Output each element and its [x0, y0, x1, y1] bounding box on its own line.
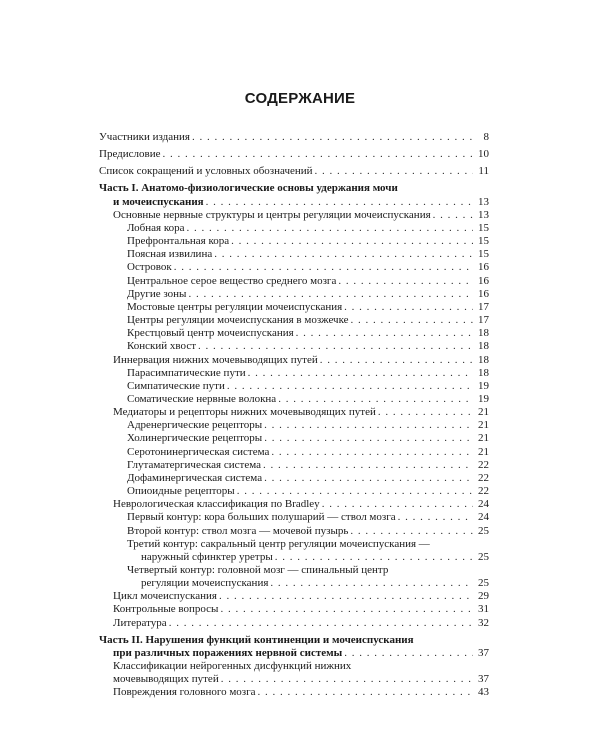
dot-leader	[258, 686, 473, 699]
toc-entry-label: Второй контур: ствол мозга — мочевой пузырь	[127, 524, 349, 537]
toc-entry-label: Опиоидные рецепторы	[127, 485, 235, 498]
toc-part-2[interactable]	[99, 634, 489, 660]
dot-leader	[351, 314, 473, 327]
toc-entry-sacral-center[interactable]	[99, 327, 489, 340]
toc-entry-label: наружный сфинктер уретры	[141, 550, 273, 563]
toc-entry-label: Основные нервные структуры и центры регуляции мочеиспускания	[113, 208, 431, 221]
table-of-contents	[99, 131, 489, 700]
toc-entry-label-line-1: Третий контур: сакральный центр регуляции мочеиспускания —	[127, 537, 430, 550]
toc-page-number: 16	[478, 261, 489, 274]
toc-page-number: 15	[478, 221, 489, 234]
toc-entry-loop-2[interactable]	[99, 525, 489, 538]
toc-page-number: 37	[478, 646, 489, 659]
toc-page-number: 29	[478, 590, 489, 603]
toc-page-number: 19	[478, 392, 489, 405]
part-title-line-2	[99, 196, 489, 209]
dot-leader	[296, 327, 473, 340]
toc-entry-structures[interactable]	[99, 209, 489, 222]
dot-leader	[270, 577, 473, 590]
toc-page-number: 32	[478, 616, 489, 629]
toc-entry-glutamatergic[interactable]	[99, 459, 489, 472]
toc-page-number: 22	[478, 458, 489, 471]
dot-leader	[169, 617, 473, 630]
toc-entry-label: при различных поражениях нервной системы	[113, 646, 343, 659]
toc-entry-frontal-cortex[interactable]	[99, 222, 489, 235]
toc-entry-label: регуляции мочеиспускания	[141, 577, 269, 590]
toc-entry-label: Холинергические рецепторы	[127, 432, 263, 445]
toc-page-number: 21	[478, 432, 489, 445]
toc-entry-loop-1[interactable]	[99, 511, 489, 524]
toc-page-number: 17	[478, 314, 489, 327]
dot-leader	[248, 367, 473, 380]
page-title: СОДЕРЖАНИЕ	[244, 90, 356, 107]
dot-leader	[271, 446, 473, 459]
part-title-line-1: Часть II. Нарушения функций континенции и мочеиспускания	[99, 633, 414, 646]
toc-page-number: 43	[478, 686, 489, 699]
toc-entry-label: Соматические нервные волокна	[127, 392, 277, 405]
dot-leader	[163, 148, 474, 161]
dot-leader	[344, 647, 473, 660]
toc-entry-label: Крестцовый центр мочеиспускания	[127, 327, 294, 340]
toc-entry-participants[interactable]	[99, 131, 489, 144]
toc-entry-prefrontal-cortex[interactable]	[99, 235, 489, 248]
toc-entry-classifications[interactable]	[99, 660, 489, 686]
toc-entry-line-2	[99, 577, 489, 590]
toc-entry-label: мочевыводящих путей	[113, 673, 219, 686]
toc-entry-serotonergic[interactable]	[99, 446, 489, 459]
toc-page-number: 17	[478, 300, 489, 313]
dot-leader	[188, 288, 473, 301]
toc-entry-label: Литература	[113, 616, 167, 629]
toc-entry-abbreviations[interactable]	[99, 165, 489, 178]
dot-leader	[206, 196, 473, 209]
toc-page-number: 18	[478, 366, 489, 379]
toc-page-number: 22	[478, 485, 489, 498]
toc-entry-label: Серотонинергическая система	[127, 445, 270, 458]
toc-entry-label: Префронтальная кора	[127, 235, 230, 248]
toc-entry-label: и мочеиспускания	[113, 195, 204, 208]
toc-entry-cingulate[interactable]	[99, 248, 489, 261]
dot-leader	[350, 525, 473, 538]
dot-leader	[221, 673, 473, 686]
toc-page-number: 13	[478, 195, 489, 208]
toc-entry-bradley[interactable]	[99, 498, 489, 511]
toc-page-number: 16	[478, 274, 489, 287]
toc-entry-label: Список сокращений и условных обозначений	[99, 165, 313, 178]
dot-leader	[378, 406, 473, 419]
dot-leader	[398, 511, 473, 524]
toc-entry-cauda-equina[interactable]	[99, 340, 489, 353]
toc-entry-label: Конский хвост	[127, 340, 197, 353]
toc-entry-label-line-1: Четвертый контур: головной мозг — спинальный центр	[127, 564, 389, 576]
toc-page-number: 11	[478, 165, 489, 178]
toc-entry-periaqueductal-gray[interactable]	[99, 275, 489, 288]
toc-entry-line-2	[99, 673, 489, 686]
toc-entry-label: Предисловие	[99, 148, 161, 161]
dot-leader	[198, 340, 473, 353]
toc-entry-label: Островок	[127, 261, 172, 274]
dot-leader	[174, 261, 473, 274]
toc-entry-cholinergic[interactable]	[99, 432, 489, 445]
toc-entry-mediators[interactable]	[99, 406, 489, 419]
toc-page-number: 15	[478, 248, 489, 261]
toc-entry-sympathetic[interactable]	[99, 380, 489, 393]
toc-page-number: 25	[478, 577, 489, 590]
toc-entry-label-line-1: Классификации нейрогенных дисфункций нижних	[113, 660, 352, 673]
dot-leader	[263, 459, 473, 472]
dot-leader	[264, 419, 473, 432]
toc-entry-label: Цикл мочеиспускания	[113, 590, 217, 603]
toc-entry-label: Иннервация нижних мочевыводящих путей	[113, 353, 318, 366]
dot-leader	[192, 131, 473, 144]
dot-leader	[264, 432, 473, 445]
dot-leader	[220, 603, 473, 616]
dot-leader	[433, 209, 473, 222]
toc-entry-insula[interactable]	[99, 261, 489, 274]
toc-entry-dopaminergic[interactable]	[99, 472, 489, 485]
toc-entry-label: Лобная кора	[127, 221, 185, 234]
dot-leader	[315, 165, 473, 178]
toc-entry-label: Дофаминергическая система	[127, 471, 263, 484]
dot-leader	[214, 248, 473, 261]
toc-entry-label: Центры регуляции мочеиспускания в мозжечке	[127, 314, 349, 327]
toc-entry-opioid[interactable]	[99, 485, 489, 498]
dot-leader	[344, 301, 473, 314]
toc-entry-brain-injury[interactable]	[99, 686, 489, 699]
toc-page-number: 10	[478, 148, 489, 161]
toc-page-number: 18	[478, 340, 489, 353]
toc-page-number: 24	[478, 498, 489, 511]
dot-leader	[219, 590, 473, 603]
toc-page-number: 21	[478, 406, 489, 419]
toc-entry-line-2	[99, 551, 489, 564]
toc-entry-label: Глутаматергическая система	[127, 458, 261, 471]
dot-leader	[320, 354, 473, 367]
toc-page-number: 18	[478, 353, 489, 366]
dot-leader	[187, 222, 473, 235]
toc-entry-label: Мостовые центры регуляции мочеиспускания	[127, 300, 343, 313]
toc-page-number: 31	[478, 603, 489, 616]
toc-entry-label: Неврологическая классификация по Bradley	[113, 498, 320, 511]
dot-leader	[237, 485, 473, 498]
toc-page-number: 8	[483, 131, 489, 143]
dot-leader	[264, 472, 473, 485]
part-title-line-1: Часть I. Анатомо-физиологические основы удержания мочи	[99, 182, 398, 195]
toc-entry-label: Другие зоны	[127, 287, 187, 300]
toc-entry-cerebellum-centers[interactable]	[99, 314, 489, 327]
toc-entry-loop-3[interactable]	[99, 538, 489, 564]
toc-entry-label: Адренергические рецепторы	[127, 419, 263, 432]
toc-page-number: 24	[478, 511, 489, 524]
toc-entry-other-zones[interactable]	[99, 288, 489, 301]
toc-entry-label: Контрольные вопросы	[113, 603, 219, 616]
dot-leader	[227, 380, 473, 393]
part-title-line-2	[99, 647, 489, 660]
toc-page-number: 21	[478, 445, 489, 458]
toc-part-1[interactable]	[99, 182, 489, 208]
toc-page-number: 16	[478, 287, 489, 300]
dot-leader	[322, 498, 473, 511]
toc-entry-parasympathetic[interactable]	[99, 367, 489, 380]
toc-entry-literature[interactable]	[99, 617, 489, 630]
dot-leader	[275, 551, 473, 564]
toc-entry-review-questions[interactable]	[99, 603, 489, 616]
toc-entry-label: Парасимпатические пути	[127, 366, 246, 379]
toc-entry-micturition-cycle[interactable]	[99, 590, 489, 603]
toc-page-number: 37	[478, 673, 489, 686]
toc-entry-adrenergic[interactable]	[99, 419, 489, 432]
toc-entry-label: Участники издания	[99, 131, 190, 143]
toc-page-number: 25	[478, 550, 489, 563]
dot-leader	[231, 235, 473, 248]
toc-page-number: 22	[478, 471, 489, 484]
toc-page-number: 13	[478, 208, 489, 221]
toc-page-number: 18	[478, 327, 489, 340]
toc-entry-label: Поясная извилина	[127, 248, 213, 261]
toc-entry-innervation[interactable]	[99, 354, 489, 367]
toc-entry-pontine-centers[interactable]	[99, 301, 489, 314]
toc-entry-label: Повреждения головного мозга	[113, 686, 256, 699]
toc-entry-label: Медиаторы и рецепторы нижних мочевыводящих путей	[113, 406, 376, 419]
toc-entry-preface[interactable]	[99, 148, 489, 161]
toc-entry-label: Центральное серое вещество среднего мозга	[127, 274, 337, 287]
toc-entry-label: Симпатические пути	[127, 379, 225, 392]
dot-leader	[278, 393, 473, 406]
toc-page-number: 21	[478, 419, 489, 432]
dot-leader	[338, 275, 473, 288]
toc-entry-somatic[interactable]	[99, 393, 489, 406]
toc-page-number: 15	[478, 235, 489, 248]
toc-entry-label: Первый контур: кора больших полушарий — ствол мозга	[127, 511, 396, 524]
toc-page-number: 25	[478, 524, 489, 537]
toc-page-number: 19	[478, 379, 489, 392]
toc-entry-loop-4[interactable]	[99, 564, 489, 590]
